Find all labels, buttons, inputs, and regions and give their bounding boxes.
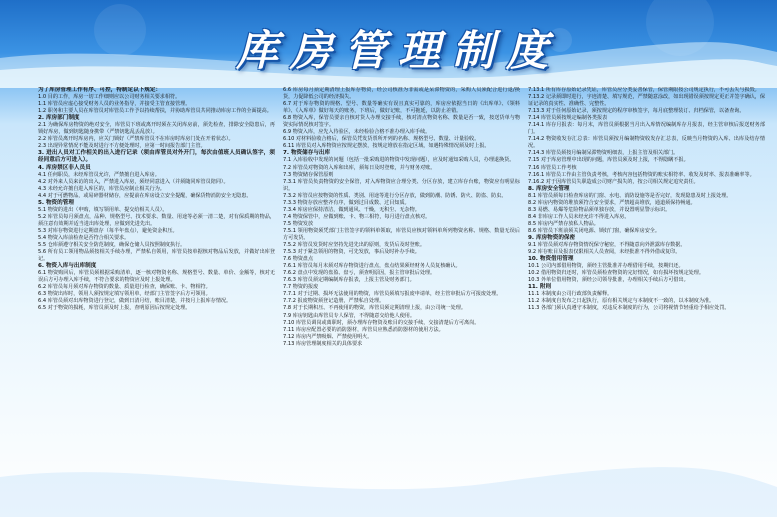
paragraph: 7.6 物资盘点 bbox=[283, 256, 314, 263]
paragraph: 7.9 库房钥匙由库管员专人保管，不得随意交给他人使用。 bbox=[283, 312, 415, 319]
paragraph: 7.14.3 库管员须按月编制呆滞物资明细表，上报主管及相关部门。 bbox=[528, 150, 679, 157]
paragraph: 7.16.2 对于因库管员失职造成公司财产损失的，按公司相关规定追究责任。 bbox=[528, 178, 699, 185]
paragraph: 7.3.4 库房应保持清洁，做到通风、干燥，无积尘、无杂物。 bbox=[283, 206, 420, 213]
paragraph: 2.3 出现异常情况不能及时进行不方便处理时，应第一时间报告部门主管。 bbox=[38, 143, 206, 150]
paragraph: 7.8 对于长期积压、不再使用的物资，库管员须定期清理上报，由公司统一处理。 bbox=[283, 305, 466, 312]
paragraph: 8.3 易燃、易爆等危险物品须单独存放，并设置明显警示标识。 bbox=[528, 206, 671, 213]
paragraph: 7. 物资储存与出库 bbox=[283, 150, 331, 157]
paragraph: 7.7.1 对于过期、损坏无法使用的物资，库管员须填写报废申请单，经主管审批后方可报废处理。 bbox=[283, 291, 502, 298]
paragraph: 6.9 物资入库，应先入待验区，未经检验合格不准办理入库手续。 bbox=[283, 129, 431, 136]
paragraph: 7.6.2 盘点中发现的盘盈、盘亏，须查明原因，报主管审批后处理。 bbox=[283, 270, 436, 277]
paragraph: 7.6.3 库管员须定期编制库存报表，上报主管及财务部门。 bbox=[283, 277, 415, 284]
paragraph: 5.3 对库存物资进行定期盘存（每半年盘点），避免资金积压。 bbox=[38, 227, 178, 234]
paragraph: 7.14 库管员须按规定编制各类报表 bbox=[528, 115, 608, 122]
paragraph: 6.3 物资出库时，领用人须按规定填写领用单，经部门主管签字后方可领用。 bbox=[38, 291, 211, 298]
paragraph: 7.7.2 报废物资须登记造册，严禁私自处理。 bbox=[283, 298, 385, 305]
paragraph: 7.13.1 所有库存原始记录凭证，库管员应分类妥善保管，保管期限按公司规定执行，不可丢失与损毁。 bbox=[528, 87, 760, 93]
paragraph: 7.14.2 物资收发存汇总表：库管员须按月编制物资收发存汇总表，反映当月物资的入库、出库及结存情况。 bbox=[528, 136, 765, 150]
paragraph: 7.3 物资储存保管原则 bbox=[283, 171, 334, 178]
paragraph: 8.2 库房内物资的堆放须符合安全要求，严禁超高堆放，通道须保持畅通。 bbox=[528, 199, 696, 206]
paragraph: 11. 附则 bbox=[528, 284, 552, 291]
paragraph: 4.3 未经允许擅自进入库区的，库管员应制止相关行为。 bbox=[38, 185, 165, 192]
paragraph: 11.1 本制度由公司行政部负责解释。 bbox=[528, 291, 613, 298]
paragraph: 7.16 库管员工作考核 bbox=[528, 164, 577, 171]
paragraph: 4.2 对外来人员来访的出入，严禁进入库房，须经同意进入（并须随同库管员陪同）。 bbox=[38, 178, 229, 185]
paragraph: 7.12 库房内严禁吸烟、严禁使用明火。 bbox=[283, 333, 373, 340]
paragraph: 6.11 库管员对入库物资应按规定摆放，按规定堆放在指定区域，如遇特殊情况须及时上报。 bbox=[283, 143, 490, 150]
paragraph: 7.16.1 库管员工作由主管负责考核，考核内容包括物资的账实相符率、收发及时率、报表准确率等。 bbox=[528, 171, 755, 178]
page-title: 库房管理制度 bbox=[236, 26, 561, 75]
paragraph: 10.1 公司内部借用物资，须经主管批准并办理借用手续，按期归还。 bbox=[528, 263, 684, 270]
paragraph: 1.2 职务和主要人员在库管员对库管员工作予以持续帮扶，并协助库管员共同推动库房工作的全面提高。 bbox=[38, 108, 272, 115]
paragraph: 7.5 物资发放 bbox=[283, 220, 314, 227]
paragraph: 10.3 外单位借用物资，须经公司领导批准，办理相关手续后方可借出。 bbox=[528, 277, 689, 284]
paragraph: 2.2 库管员离开时库房内，应关门锁好（严禁库管员不在库房时库房门处在开着状态）。 bbox=[38, 136, 234, 143]
paragraph: 1.1 库管员应虚心接受财务人员的业务指导，并接受主管直接管理。 bbox=[38, 101, 191, 108]
paragraph: 7.15 对于库房管理中出现的问题，库管员须及时上报，不得隐瞒不报。 bbox=[528, 157, 689, 164]
paragraph: 9.2 库存账目及报表仅限相关人员查阅，未经批准不得外借或复印。 bbox=[528, 249, 681, 256]
paragraph: 7.3.3 物资存放应整齐有序，做到过目成数、过目知质。 bbox=[283, 199, 410, 206]
paragraph: 6.8 物资入库，保管员要亲自核对货人办理交接手续，核对清点物资名称、数量是否一致，按送货单与物资实际情况核对签字。 bbox=[283, 115, 520, 129]
paragraph: 7.5.3 对于紧急领用的物资，可先发放，事后及时补办手续。 bbox=[283, 249, 420, 256]
paragraph: 7.6.1 库管员每月末须对库存物资进行盘点，盘点结果须经财务人员复核确认。 bbox=[283, 263, 461, 270]
paragraph: 5.4 物资入库前检查是否符合相关要求。 bbox=[38, 234, 130, 241]
paragraph: 7.3.1 库管员负责物资的安全保管，对入库物资应合理分类、分区存放，建立库存台账，物资应有明显标识。 bbox=[283, 178, 520, 192]
paragraph: 8. 库房安全管理 bbox=[528, 185, 570, 192]
text-column-2 bbox=[283, 87, 520, 511]
paragraph: 10. 物资借用管理 bbox=[528, 256, 574, 263]
paragraph: 9. 库房物资的保密 bbox=[528, 234, 576, 241]
paragraph: 5. 物资的管理 bbox=[38, 199, 74, 206]
paragraph: 7.5.1 领用物资须凭部门主管签字的领料单领取，库管员应核对领料单所列物资名称、规格、数量无误后方可发货。 bbox=[283, 227, 520, 241]
paragraph: 4.1 任何职员，未经库管员允许，严禁擅自进入库房。 bbox=[38, 171, 160, 178]
paragraph: 7.7 物资的报废 bbox=[283, 284, 319, 291]
paragraph: 7.13.2 记录须即时进行，字迹清楚、填写规范，严禁随意涂改，如出现错误须按规定更正并签字确认，保证记录的真实性、准确性、完整性。 bbox=[528, 94, 765, 108]
paragraph: 5.2 库管员每月须盘点，品种、规格型号、技术要求、数量、用途等必须一清二楚，对有保质期的物品，须注意有效期并适当进出库处理，应做到先进先出。 bbox=[38, 213, 275, 227]
paragraph: 5.5 仓库须遵守相关安全防范制度，确保仓储人员按照制度执行。 bbox=[38, 242, 186, 249]
paragraph: 7.5.2 库管员发货时应坚持先进先出的原则，发货后及时登账。 bbox=[283, 242, 425, 249]
paragraph: 7.14.1 库存月报表：每月末，库管员须根据当月出入库情况编制库存月报表，经主管审核后报送财务部门。 bbox=[528, 122, 765, 136]
paragraph: 5.6 所有员工领用物品须按相关手续办理，严禁私自领用，库管员按单据核对物品后发放，并做好出库登记。 bbox=[38, 249, 275, 263]
paragraph: 7.2 库管员对物资的入库和出库，须每日及时登账，并与财务对账。 bbox=[283, 164, 436, 171]
header-banner bbox=[0, 0, 777, 88]
paragraph: 11.3 各部门须认真遵守本制度，对违反本制度的行为，公司将视情节轻重给予相应处罚。 bbox=[528, 305, 730, 312]
paragraph: 7.10 库管员调岗或离职时，须办理库存物资及账目的交接手续，交接清楚后方可离岗。 bbox=[283, 319, 480, 326]
paragraph: 7.3.2 库管员应按物资的性质、类别、用途等进行分区存放，做到防潮、防锈、防火、防盗、防虫。 bbox=[283, 192, 507, 199]
paragraph: 7.1 入库验收中发现的问题（包括一批采购进的物资中发现问题），应及时通知采购人员，办理退换货。 bbox=[283, 157, 515, 164]
paragraph: 8.4 非库房工作人员未经允许不得进入库房。 bbox=[528, 213, 630, 220]
paragraph: 为了库房管理工作有序、可控，特制定以下规定： bbox=[38, 87, 162, 93]
paragraph: 3. 进出人员对工作相关的出入进行记录（须由库管员对外开门，每次由值班人员确认签字，须经同意后方可进入）。 bbox=[38, 150, 275, 164]
paragraph: 6.1 物资购回后，库管员须根据采购清单，逐一核对物资名称、规格型号、数量、单价、金额等，核对无误后方可办理入库手续，不符合要求的物资应及时上报处理。 bbox=[38, 270, 275, 284]
paragraph: 6.6 库房每月须定期清理上报库存物资，经公司核准为非需或是呆滞物资的，采购人员须配合进行退/换货，力促降低公司的经济损失。 bbox=[283, 87, 520, 101]
paragraph: 9.1 库管员须对库存物资情况保守秘密，不得随意向外泄露库存数据。 bbox=[528, 242, 686, 249]
paragraph: 8.1 库管员须每日检查库房的门窗、水电、消防设施等是否完好，发现隐患及时上报处理。 bbox=[528, 192, 732, 199]
paragraph: 6.4 库管员须对出库物资进行登记，做到日清月结，账目清楚，并按月上报库存情况。 bbox=[38, 298, 232, 305]
paragraph: 5.1 物资的进出（申购，填写领用单、提交给相关人员）。 bbox=[38, 206, 168, 213]
paragraph: 10.2 借用物资归还时，库管员须检查物资的完好情况，如有损坏按规定处理。 bbox=[528, 270, 704, 277]
paragraph: 8.6 库管员下班前须关闭电源、锁好门窗，确保库房安全。 bbox=[528, 227, 660, 234]
text-column-1 bbox=[38, 87, 275, 511]
paragraph: 7.4 物资保管中，应做到账、卡、物三相符，每月进行盘点核对。 bbox=[283, 213, 431, 220]
paragraph: 1.0 目的工作，库房一切工作细则应以公司财务相关要求相符。 bbox=[38, 94, 181, 101]
paragraph: 6. 物资入库与出库制度 bbox=[38, 263, 97, 270]
paragraph: 2.1 为确保库房物资的绝对安全，库管员下班或离开时须在关闭库房前，须先检查，排除安全隐患后，再锁好库房，做到钥匙随身携带（严禁钥匙乱丢乱放）。 bbox=[38, 122, 275, 136]
paragraph: 6.2 库管员每月须对库存物资的数量、质量进行检查，确保账、卡、物相符。 bbox=[38, 284, 211, 291]
paragraph: 4.4 对于可燃物品，或易碎器材储存，应提前在库房设立安全提醒，确保货物消防安全无隐患。 bbox=[38, 192, 252, 199]
paragraph: 6.10 对材料验收合格后，保管员凭发货票所开列的名称、规格型号、数量、计量验收。 bbox=[283, 136, 480, 143]
paragraph: 4. 库房禁区非人员员 bbox=[38, 164, 91, 171]
paragraph: 6.5 对于物资的损耗，库管员须及时上报，查明原因后按规定处理。 bbox=[38, 305, 191, 312]
paragraph: 7.11 库房应配置必要的消防器材，库管员应熟悉消防器材的使用方法。 bbox=[283, 326, 444, 333]
paragraph: 6.7 对于库存物资的规格、型号、数量等确实有误且真实可靠的，库房应依据当日的《出库单》、《领料单》、《入库单》做好每天的账务，下班后，做好记账，不可拖延，以防止差错。 bbox=[283, 101, 520, 115]
paragraph: 11.2 本制度自发布之日起执行，原有相关规定与本制度不一致的，以本制度为准。 bbox=[528, 298, 715, 305]
document-body bbox=[38, 87, 774, 511]
paragraph: 2. 库房部门制度 bbox=[38, 115, 80, 122]
paragraph: 7.13 库房管理制度相关的具体要求 bbox=[283, 340, 363, 347]
paragraph: 7.13.3 对于任何原始记录，须按规定的程序审核签字，每月底整理装订、归档保管，以备查询。 bbox=[528, 108, 745, 115]
text-column-3 bbox=[528, 87, 765, 511]
paragraph: 8.5 库房内严禁存放私人物品。 bbox=[528, 220, 599, 227]
